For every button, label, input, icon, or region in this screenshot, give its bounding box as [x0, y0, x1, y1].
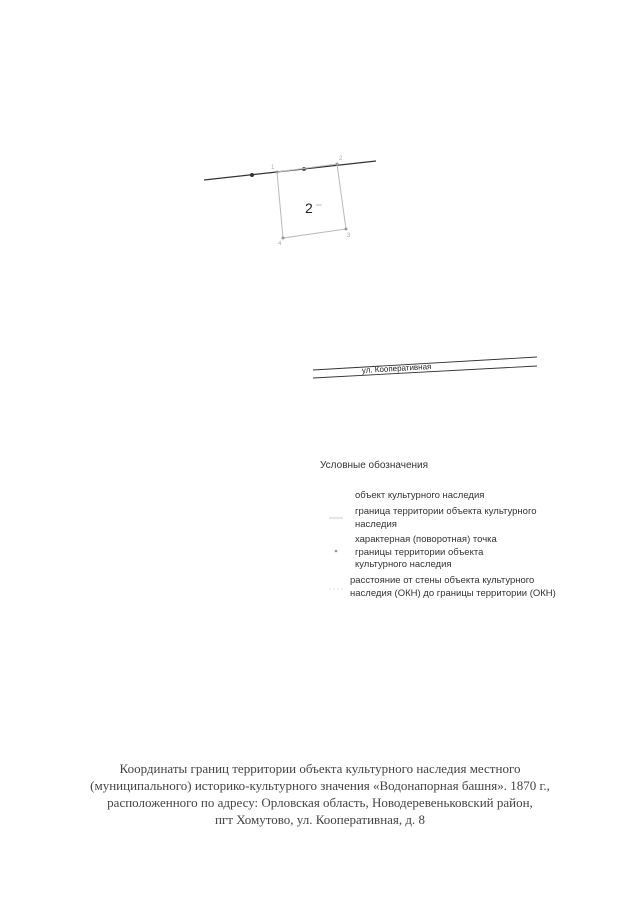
caption — [60, 760, 580, 828]
turning-point — [336, 163, 339, 166]
legend-symbol-point — [335, 550, 338, 553]
caption-line: расположенного по адресу: Орловская область, Новодеревеньковский район, — [107, 795, 533, 810]
point-label-4: 4 — [278, 241, 282, 247]
caption-line: (муниципального) историко-культурного значения «Водонапорная башня». 1870 г., — [90, 778, 550, 793]
turning-point — [276, 171, 279, 174]
caption-line: пгт Хомутово, ул. Кооперативная, д. 8 — [214, 812, 426, 827]
legend-item-turning-point: характерная (поворотная) точка границы территории объекта культурного наследия — [355, 534, 497, 570]
legend-item-object: объект культурного наследия — [355, 490, 485, 501]
turning-point — [282, 237, 285, 240]
legend-item-boundary: граница территории объекта культурного наследия — [355, 506, 537, 530]
turning-point — [345, 228, 348, 231]
road-point-marker — [250, 173, 254, 177]
street-label: ул. Кооперативная — [361, 362, 432, 375]
caption-line: Координаты границ территории объекта культурного наследия местного — [119, 761, 521, 776]
point-label-3: 3 — [347, 233, 351, 239]
plot-number: 2 — [305, 200, 313, 216]
legend-title: Условные обозначения — [320, 460, 429, 471]
legend-item-distance: расстояние от стены объекта культурного наследия (ОКН) до границы территории (ОКН) — [350, 575, 556, 599]
point-label-1: 1 — [271, 165, 275, 171]
point-label-2: 2 — [339, 156, 343, 162]
